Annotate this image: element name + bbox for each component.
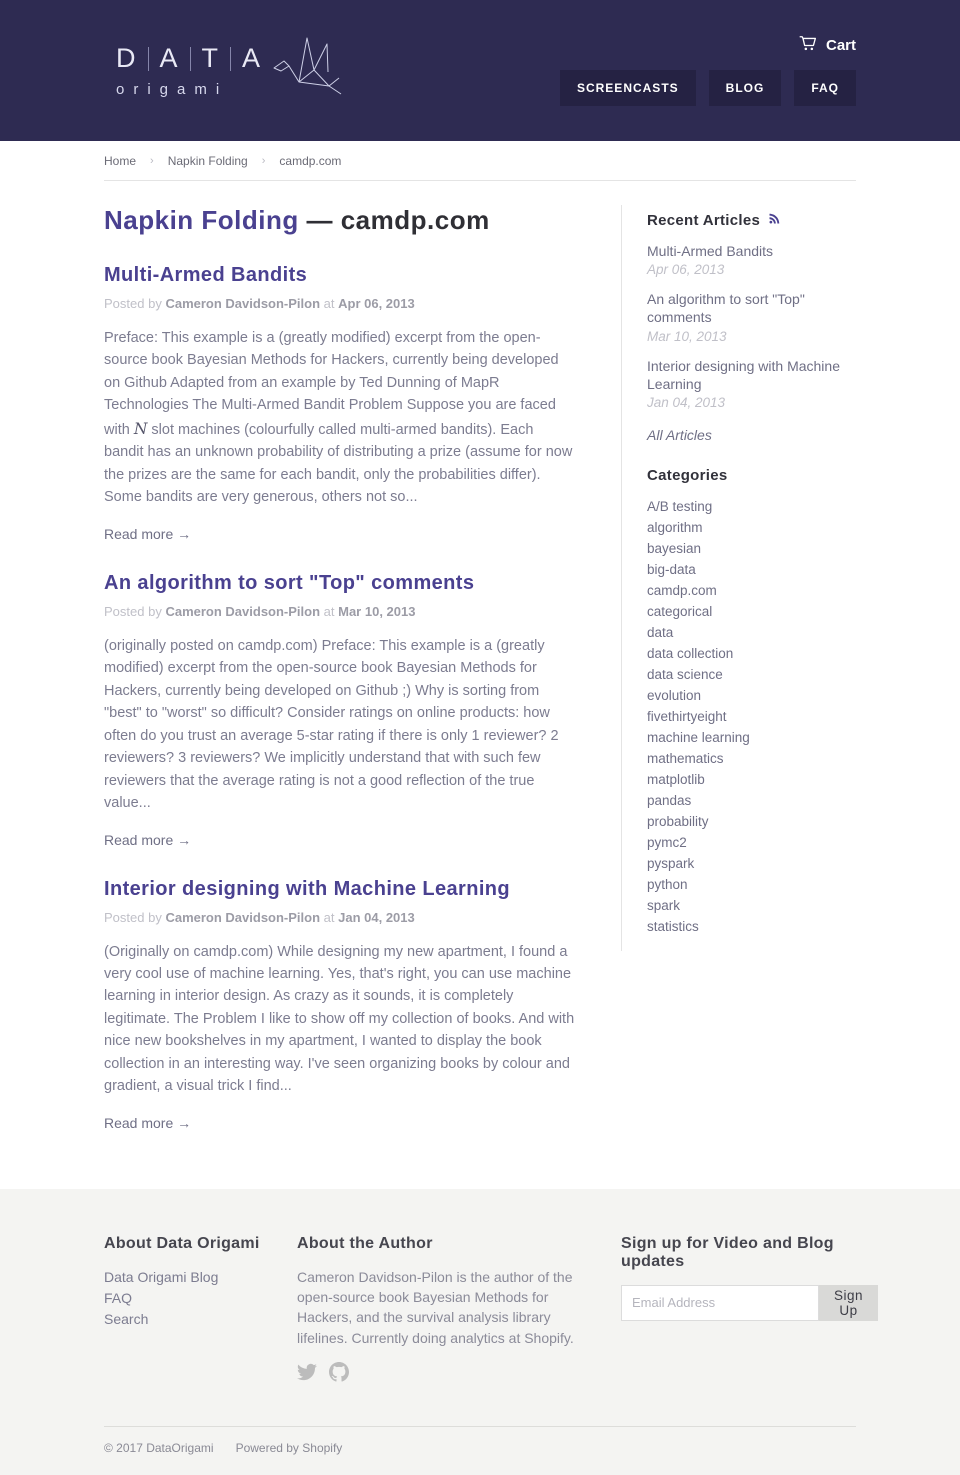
article-date: Apr 06, 2013	[338, 296, 415, 311]
category-link[interactable]: statistics	[647, 918, 699, 934]
recent-article-date: Mar 10, 2013	[647, 328, 727, 344]
recent-article-date: Apr 06, 2013	[647, 262, 725, 278]
recent-article-item	[647, 242, 856, 277]
page-title	[104, 205, 576, 236]
breadcrumb	[104, 141, 856, 181]
recent-article-link[interactable]: An algorithm to sort "Top" comments	[647, 291, 805, 326]
author-name: Cameron Davidson-Pilon	[165, 603, 321, 619]
logo-letter: D	[116, 43, 137, 73]
article-sort-top-comments	[104, 572, 576, 850]
signup-heading: Sign up for Video and Blog updates	[621, 1234, 834, 1270]
recent-articles-heading	[647, 211, 856, 230]
recent-article-link[interactable]: Multi-Armed Bandits	[647, 243, 774, 259]
cart-icon	[798, 33, 818, 57]
article-date: Jan 04, 2013	[338, 909, 415, 925]
logo-divider	[190, 47, 191, 71]
recent-articles-title: Recent Articles	[647, 212, 761, 229]
breadcrumb-napkin-folding[interactable]: Napkin Folding	[167, 153, 248, 168]
category-link[interactable]: categorical	[647, 603, 713, 619]
cart-label: Cart	[825, 36, 856, 54]
logo-text	[116, 43, 261, 98]
recent-article-item	[647, 357, 856, 410]
rss-icon[interactable]	[767, 211, 782, 230]
recent-article-item	[647, 290, 856, 343]
footer-about-site	[104, 1235, 297, 1387]
category-link[interactable]: mathematics	[647, 750, 724, 766]
recent-article-link[interactable]: Interior designing with Machine Learning	[647, 357, 840, 392]
nav-faq[interactable]: FAQ	[794, 70, 856, 106]
cart-button[interactable]	[798, 33, 856, 57]
main-nav	[560, 70, 856, 106]
article-meta: Posted by Cameron Davidson-Pilon at Mar 10, 2013	[104, 603, 416, 619]
site-logo[interactable]	[116, 40, 343, 101]
site-footer	[0, 1189, 960, 1475]
sidebar	[621, 205, 856, 951]
github-icon[interactable]	[329, 1362, 349, 1387]
category-link[interactable]: pymc2	[647, 834, 687, 850]
nav-screencasts[interactable]: SCREENCASTS	[560, 70, 696, 106]
breadcrumb-camdp[interactable]: camdp.com	[279, 153, 342, 168]
logo-divider	[148, 47, 149, 71]
category-link[interactable]: spark	[647, 897, 681, 913]
footer-link-blog[interactable]: Data Origami Blog	[104, 1268, 219, 1285]
read-more-link[interactable]: Read more →	[104, 525, 192, 542]
origami-crane-icon	[271, 34, 343, 101]
footer-link-search[interactable]: Search	[104, 1310, 149, 1327]
category-link[interactable]: probability	[647, 813, 709, 829]
category-link[interactable]: pyspark	[647, 855, 695, 871]
footer-bottom-bar	[104, 1426, 856, 1475]
copyright-text: © 2017 DataOrigami	[104, 1440, 214, 1455]
footer-signup	[621, 1234, 864, 1387]
category-link[interactable]: data collection	[647, 645, 734, 661]
page-title-accent: Napkin Folding	[104, 205, 299, 235]
article-meta: Posted by Cameron Davidson-Pilon at Apr 06, 2013	[104, 296, 415, 311]
footer-heading: About Data Origami	[104, 1234, 260, 1252]
read-more-link[interactable]: Read more →	[104, 831, 192, 848]
site-header	[0, 0, 960, 141]
logo-letter: T	[201, 43, 220, 73]
recent-article-date: Jan 04, 2013	[647, 394, 726, 410]
footer-link-faq[interactable]: FAQ	[104, 1289, 133, 1306]
signup-button[interactable]: Sign Up	[819, 1285, 878, 1321]
article-excerpt: (originally posted on camdp.com) Preface: This example is a (greatly modified) excerpt from the open-source book Bayesian Methods for Hackers, currently being developed on Github ;) Why is sorting from "best" to "worst" so difficult? Consider ratings on online products: how often do you trust an average 5-star rating if there is only 1 reviewer? 2 reviewers? 3 reviewers? We implicitly understand that with such few reviewers that the average rating is not a good reflection of the true value...	[104, 637, 559, 812]
author-name: Cameron Davidson-Pilon	[165, 296, 321, 311]
category-link[interactable]: A/B testing	[647, 498, 713, 514]
author-name: Cameron Davidson-Pilon	[165, 909, 321, 925]
categories-heading: Categories	[647, 466, 728, 484]
category-link[interactable]: data	[647, 624, 674, 640]
category-link[interactable]: fivethirtyeight	[647, 708, 727, 724]
footer-heading: About the Author	[297, 1234, 433, 1252]
chevron-right-icon: ›	[261, 154, 266, 167]
articles-column	[104, 205, 576, 1133]
category-link[interactable]: machine learning	[647, 729, 750, 745]
article-meta: Posted by Cameron Davidson-Pilon at Jan 04, 2013	[104, 909, 415, 925]
article-title-link[interactable]: Interior designing with Machine Learning	[104, 877, 511, 900]
nav-blog[interactable]: BLOG	[709, 70, 782, 106]
category-link[interactable]: bayesian	[647, 540, 702, 556]
all-articles-link[interactable]: All Articles	[647, 426, 712, 443]
category-link[interactable]: python	[647, 876, 688, 892]
powered-by-link[interactable]: Powered by Shopify	[235, 1440, 343, 1455]
math-symbol: N	[133, 419, 148, 438]
logo-letter: A	[159, 43, 179, 73]
article-interior-designing	[104, 878, 576, 1133]
article-excerpt: (Originally on camdp.com) While designing my new apartment, I found a very cool use of machine learning. Yes, that's right, you can use machine learning in interior design. As crazy as it sounds, it is completely legitimate. The Problem I like to show off my collection of books. And with nice new bookshelves in my apartment, I wanted to display the book collection in an interesting way. I've seen organizing books by colour and gradient, a visual trick I find...	[104, 943, 575, 1095]
breadcrumb-home[interactable]: Home	[104, 153, 137, 168]
category-link[interactable]: camdp.com	[647, 582, 717, 598]
article-excerpt: Preface: This example is a (greatly modified) excerpt from the open-source book Bayesian Methods for Hackers, currently being developed on Github Adapted from an example by Ted Dunning of MapR Technologies The Multi-Armed Bandit Problem Suppose you are faced with N slot machines (colourfully called multi-armed bandits). Each bandit has an unknown probability of distributing a prize (assume for now the prizes are the same for each bandit, only the probabilities differ). Some bandits are very generous, others not so...	[104, 330, 573, 506]
article-title-link[interactable]: An algorithm to sort "Top" comments	[104, 571, 475, 594]
category-link[interactable]: matplotlib	[647, 771, 705, 787]
article-date: Mar 10, 2013	[338, 603, 416, 619]
chevron-right-icon: ›	[150, 154, 154, 167]
logo-subtitle: origami	[116, 81, 229, 98]
category-link[interactable]: pandas	[647, 792, 692, 808]
category-link[interactable]: algorithm	[647, 519, 703, 535]
email-input[interactable]	[621, 1285, 819, 1321]
article-title-link[interactable]: Multi-Armed Bandits	[104, 264, 308, 286]
category-link[interactable]: evolution	[647, 687, 702, 703]
categories-list	[647, 496, 856, 937]
page-title-rest: — camdp.com	[298, 205, 490, 235]
read-more-link[interactable]: Read more →	[104, 1114, 192, 1131]
category-link[interactable]: big-data	[647, 561, 696, 577]
category-link[interactable]: data science	[647, 666, 723, 682]
article-multi-armed-bandits	[104, 264, 576, 544]
logo-divider	[230, 47, 231, 71]
logo-letter: A	[242, 43, 262, 73]
twitter-icon[interactable]	[297, 1362, 317, 1387]
footer-about-author	[297, 1235, 621, 1387]
author-bio: Cameron Davidson-Pilon is the author of the open-source book Bayesian Methods for Hackers, and the survival analysis library lifelines. Currently doing analytics at Shopify.	[297, 1268, 574, 1346]
